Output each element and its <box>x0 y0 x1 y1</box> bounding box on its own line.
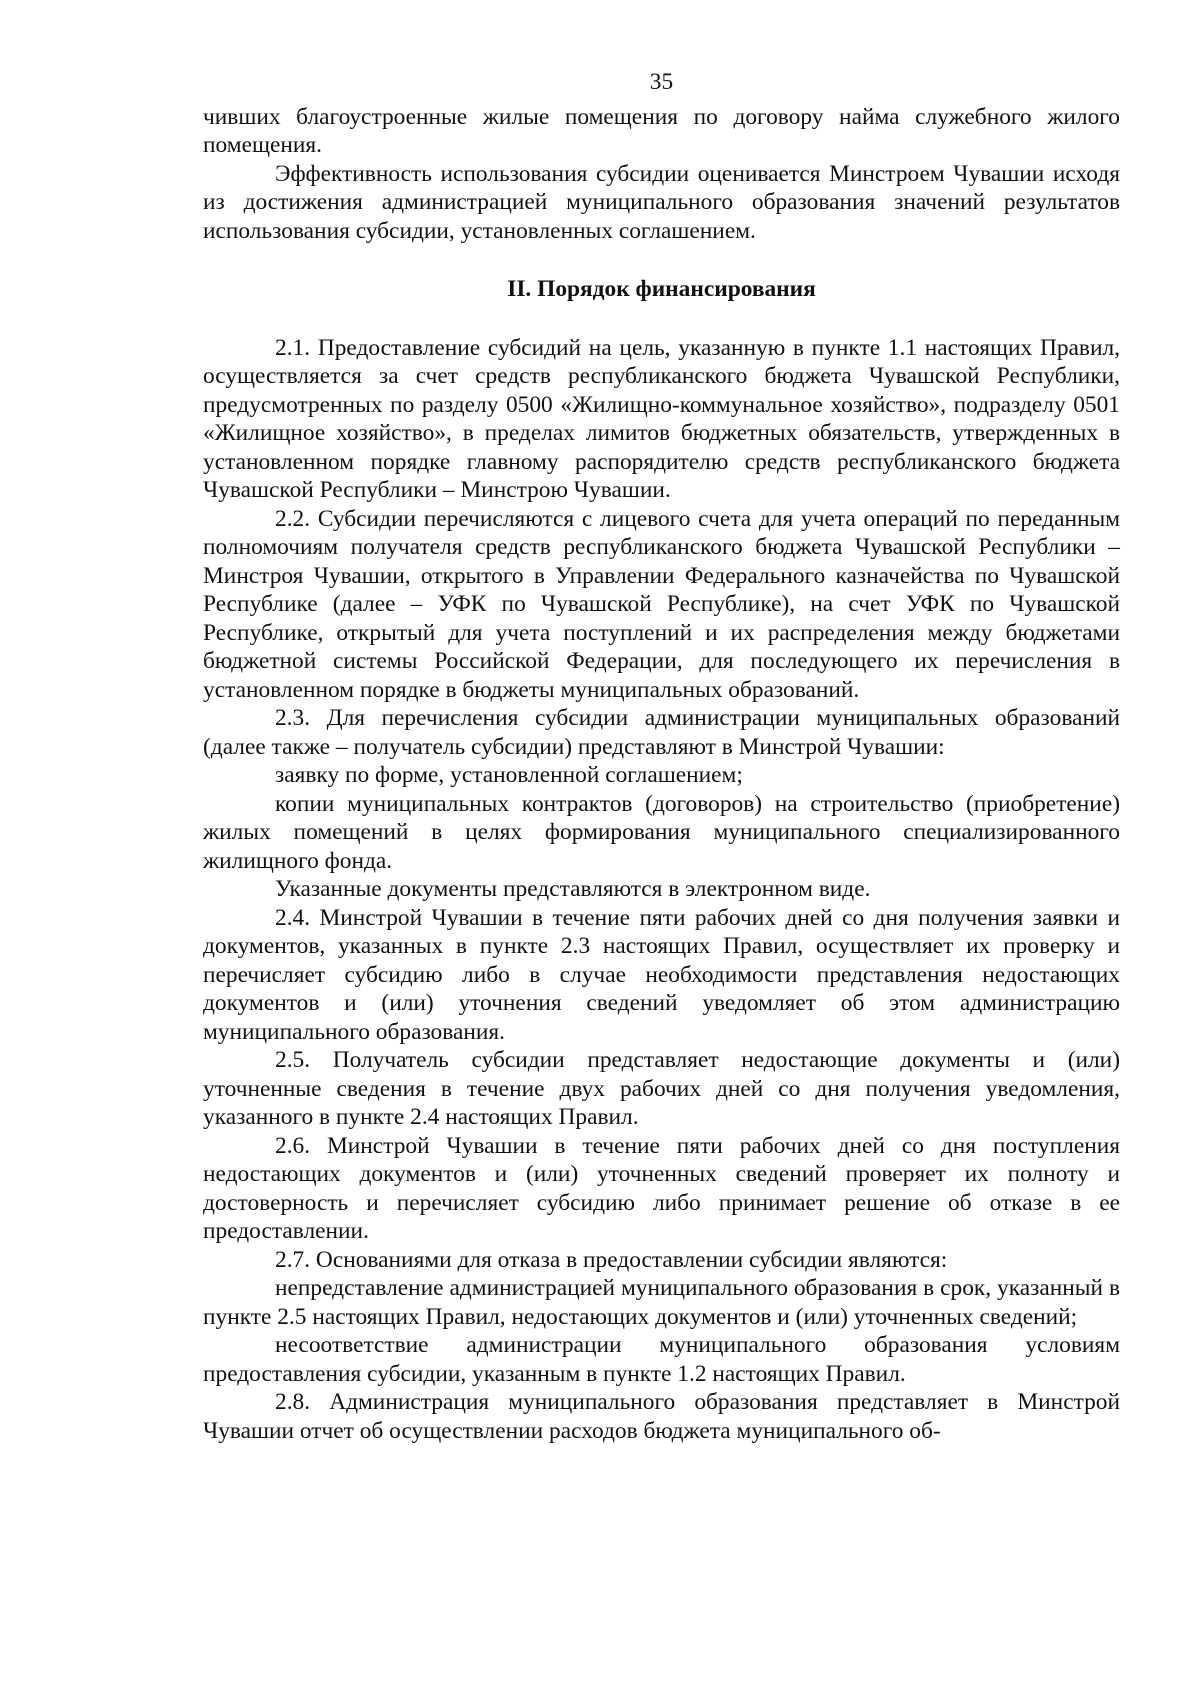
section-title: II. Порядок финансирования <box>507 276 816 302</box>
paragraph-2-7-item-noncompliance: несоответствие администрации муниципального образования условиям предоставления субсидии, указанным в пункте 1.2 настоящих Правил. <box>203 1332 1120 1387</box>
paragraph-2-6: 2.6. Минстрой Чувашии в течение пяти рабочих дней со дня поступления недостающих документов и (или) уточненных сведений проверяет их полноту и достоверность и перечисляет субсидию либо принимает решение об отказе в ее предоставлении. <box>203 1132 1120 1244</box>
paragraph-2-7: 2.7. Основаниями для отказа в предоставлении субсидии являются: <box>275 1246 948 1273</box>
paragraph-2-3: 2.3. Для перечисления субсидии администрации муниципальных образований (далее также – получатель субсидии) представляют в Минстрой Чувашии: <box>203 705 1120 760</box>
paragraph-2-3-item-contracts: копии муниципальных контрактов (договоров) на строительство (приобретение) жилых помещений в целях формирования муниципального специализированного жилищного фонда. <box>203 790 1120 874</box>
intro-continuation: чивших благоустроенные жилые помещения по договору найма служебного жилого помещения. <box>203 103 1120 158</box>
page-number: 35 <box>649 69 674 95</box>
paragraph-2-7-item-missing-docs: непредставление администрацией муниципального образования в срок, указанный в пункте 2.5 настоящих Правил, недостающих документов и (или) уточненных сведений; <box>203 1275 1120 1330</box>
paragraph-2-2: 2.2. Субсидии перечисляются с лицевого счета для учета операций по переданным полномочиям получателя средств республиканского бюджета Чувашской Республики – Минстроя Чувашии, открытого в Управлении Федерального казначейства по Чувашской Республике (далее – УФК по Чувашской Республике), на счет УФК по Чувашской Республике, открытый для учета поступлений и их распределения между бюджетами бюджетной системы Российской Федерации, для последующего их перечисления в установленном порядке в бюджеты муниципальных образований. <box>203 505 1120 703</box>
paragraph-2-1: 2.1. Предоставление субсидий на цель, указанную в пункте 1.1 настоящих Правил, осуществляется за счет средств республиканского бюджета Чувашской Республики, предусмотренных по разделу 0500 «Жилищно-коммунальное хозяйство», подразделу 0501 «Жилищное хозяйство», в пределах лимитов бюджетных обязательств, утвержденных в установленном порядке главному распорядителю средств республиканского бюджета Чувашской Республики – Минстрою Чувашии. <box>203 334 1120 503</box>
paragraph-2-3-item-application: заявку по форме, установленной соглашением; <box>275 762 743 788</box>
intro-efficiency: Эффективность использования субсидии оценивается Минстроем Чувашии исходя из достижения администрацией муниципального образования значений результатов использования субсидии, установленных соглашением. <box>203 160 1120 244</box>
paragraph-2-5: 2.5. Получатель субсидии представляет недостающие документы и (или) уточненные сведения в течение двух рабочих дней со дня получения уведомления, указанного в пункте 2.4 настоящих Правил. <box>203 1047 1120 1130</box>
paragraph-2-4: 2.4. Минстрой Чувашии в течение пяти рабочих дней со дня получения заявки и документов, указанных в пункте 2.3 настоящих Правил, осуществляет их проверку и перечисляет субсидию либо в случае необходимости представления недостающих документов и (или) уточнения сведений уведомляет об этом администрацию муниципального образования. <box>203 904 1120 1045</box>
document-page <box>203 68 1120 1445</box>
paragraph-2-3-electronic: Указанные документы представляются в электронном виде. <box>275 876 871 902</box>
paragraph-2-8: 2.8. Администрация муниципального образования представляет в Минстрой Чувашии отчет об осуществлении расходов бюджета муниципального об- <box>203 1389 1120 1444</box>
